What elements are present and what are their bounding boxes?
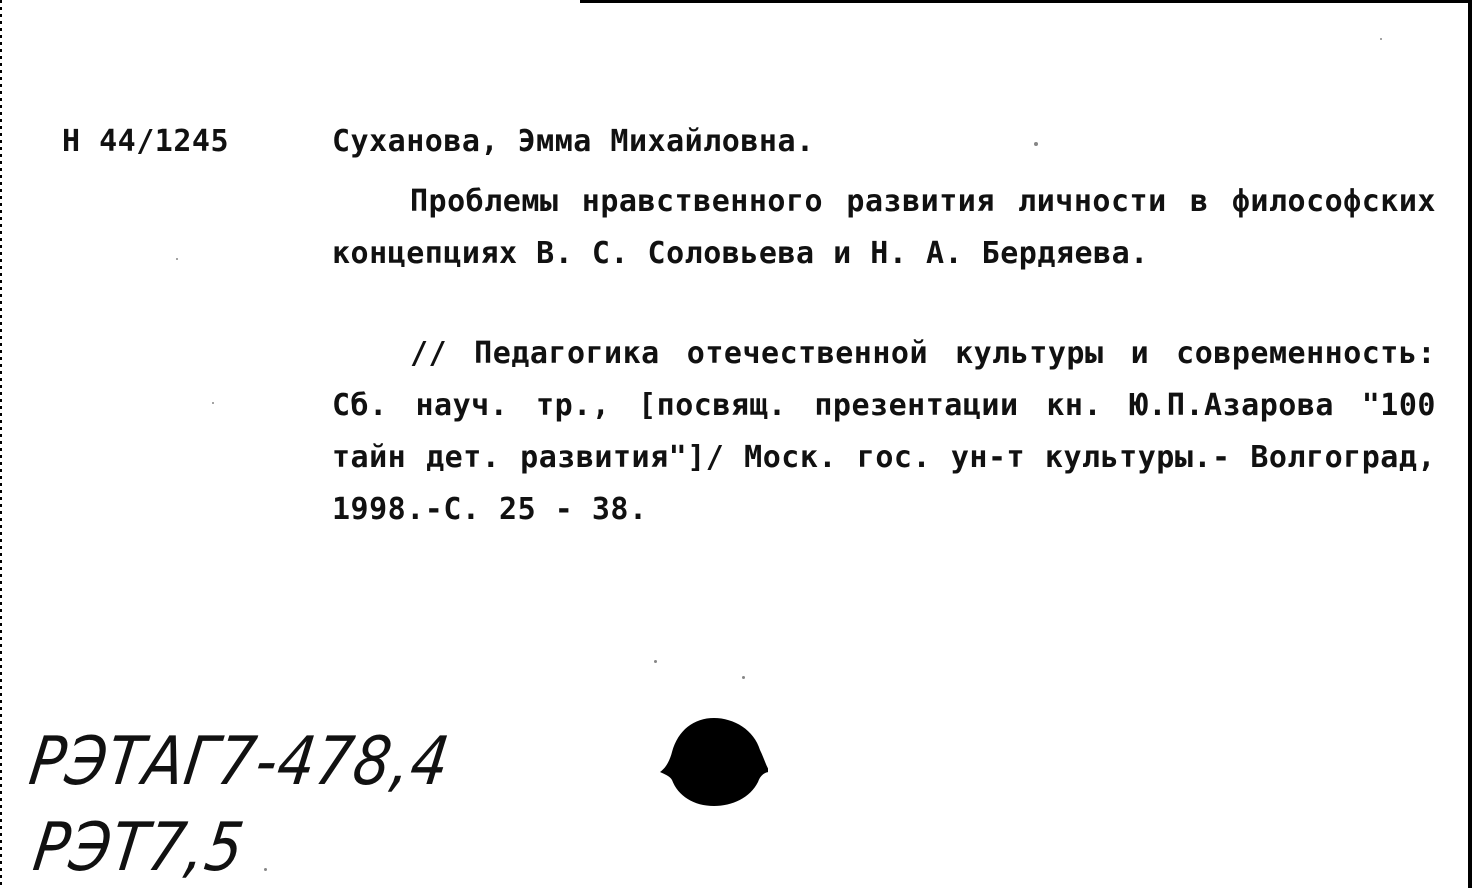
card-left-edge	[0, 0, 2, 888]
call-number: Н 44/1245	[62, 124, 230, 159]
work-title: Проблемы нравственного развития личности в философских концепциях В. С. Соловьева и Н. А. Бердяева.	[332, 184, 1436, 271]
punch-hole-icon	[660, 716, 768, 808]
source-description: // Педагогика отечественной культуры и современность: Сб. науч. тр., [посвящ. презентации кн. Ю.П.Азарова "100 тайн дет. развития"]/ Моск. гос. ун-т культуры.- Волгоград, 1998.-С. 25 - 38.	[332, 336, 1436, 527]
scan-speck	[654, 660, 657, 663]
scan-speck	[1034, 142, 1038, 146]
card-right-edge	[1468, 0, 1472, 888]
author-heading: Суханова, Эмма Михайловна.	[332, 124, 815, 159]
scan-speck	[176, 258, 178, 260]
shelf-mark-primary: РЭТАГ7-478,4	[25, 722, 455, 801]
scan-speck	[742, 676, 745, 679]
scan-speck	[264, 868, 267, 871]
scan-speck	[1380, 38, 1382, 40]
card-top-edge	[580, 0, 1472, 3]
shelf-mark-secondary: РЭТ7,5	[29, 808, 250, 887]
scan-speck	[212, 402, 214, 404]
